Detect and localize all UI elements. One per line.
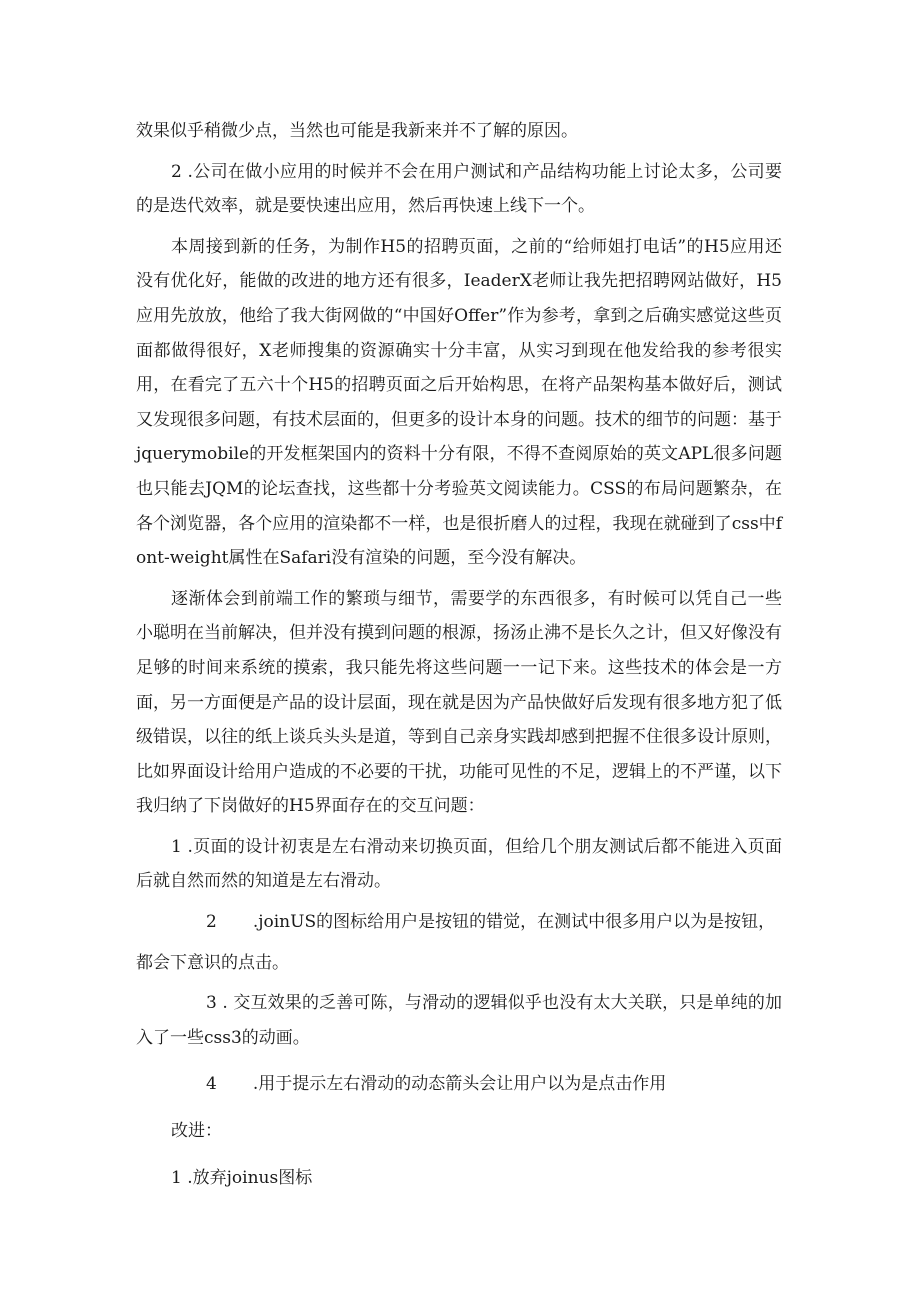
issue-item-1: 1 .页面的设计初衷是左右滑动来切换页面，但给几个朋友测试后都不能进入页面后就自然而然的知道是左右滑动。 [136,836,782,892]
issue-item-4-number: 4 [206,1074,217,1095]
issue-item-3 [136,986,782,1055]
paragraph-continuation: 效果似乎稍微少点，当然也可能是我新来并不了解的原因。 [136,121,578,141]
paragraph-new-task: 本周接到新的任务，为制作H5的招聘页面，之前的“给师姐打电话”的H5应用还没有优化好，能做的改进的地方还有很多，IeaderX老师让我先把招聘网站做好，H5应用先放放，他给了我大街网做的“中国好Offer”作为参考，拿到之后确实感觉这些页面都做得很好，X老师搜集的资源确实十分丰富，从实习到现在他发给我的参考很实用，在看完了五六十个H5的招聘页面之后开始构思，在将产品架构基本做好后，测试又发现很多问题，有技术层面的，但更多的设计本身的问题。技术的细节的问题：基于jquerymobile的开发框架国内的资料十分有限，不得不查阅原始的英文APL很多问题也只能去JQM的论坛查找，这些都十分考验英文阅读能力。CSS的布局问题繁杂，在各个浏览器，各个应用的渲染都不一样，也是很折磨人的过程，我现在就碰到了css中font-weight属性在Safari没有渲染的问题，至今没有解决。 [136,236,782,569]
document-body [136,114,782,1195]
issue-item-2 [136,905,782,940]
improvement-heading: 改进： [171,1121,222,1142]
issue-item-2-number: 2 [206,912,217,933]
paragraph-point-2: 2 .公司在做小应用的时候并不会在用户测试和产品结构功能上讨论太多，公司要的是迭代效率，就是要快速出应用，然后再快速上线下一个。 [136,161,782,217]
issue-item-2-text: .joinUS的图标给用户是按钮的错觉，在测试中很多用户以为是按钮， [252,912,776,933]
issue-item-4 [136,1067,782,1102]
paragraph-reflection: 逐渐体会到前端工作的繁琐与细节，需要学的东西很多，有时候可以凭自己一些小聪明在当前解决，但并没有摸到问题的根源，扬汤止沸不是长久之计，但又好像没有足够的时间来系统的摸索，我只能先将这些问题一一记下来。这些技术的体会是一方面，另一方面便是产品的设计层面，现在就是因为产品快做好后发现有很多地方犯了低级错误，以往的纸上谈兵头头是道，等到自己亲身实践却感到把握不住很多设计原则，比如界面设计给用户造成的不必要的干扰，功能可见性的不足，逻辑上的不严谨，以下我归纳了下岗做好的H5界面存在的交互问题： [136,588,782,817]
issue-item-3-text: . 交互效果的乏善可陈，与滑动的逻辑似乎也没有太大关联，只是单纯的加入了一些css3的动画。 [136,993,782,1048]
issue-item-3-number: 3 [206,993,217,1014]
improvement-item-1: 1 .放弃joinus图标 [171,1167,313,1188]
issue-item-2-continuation: 都会下意识的点击。 [136,952,289,973]
issue-item-4-text: .用于提示左右滑动的动态箭头会让用户以为是点击作用 [252,1074,667,1095]
